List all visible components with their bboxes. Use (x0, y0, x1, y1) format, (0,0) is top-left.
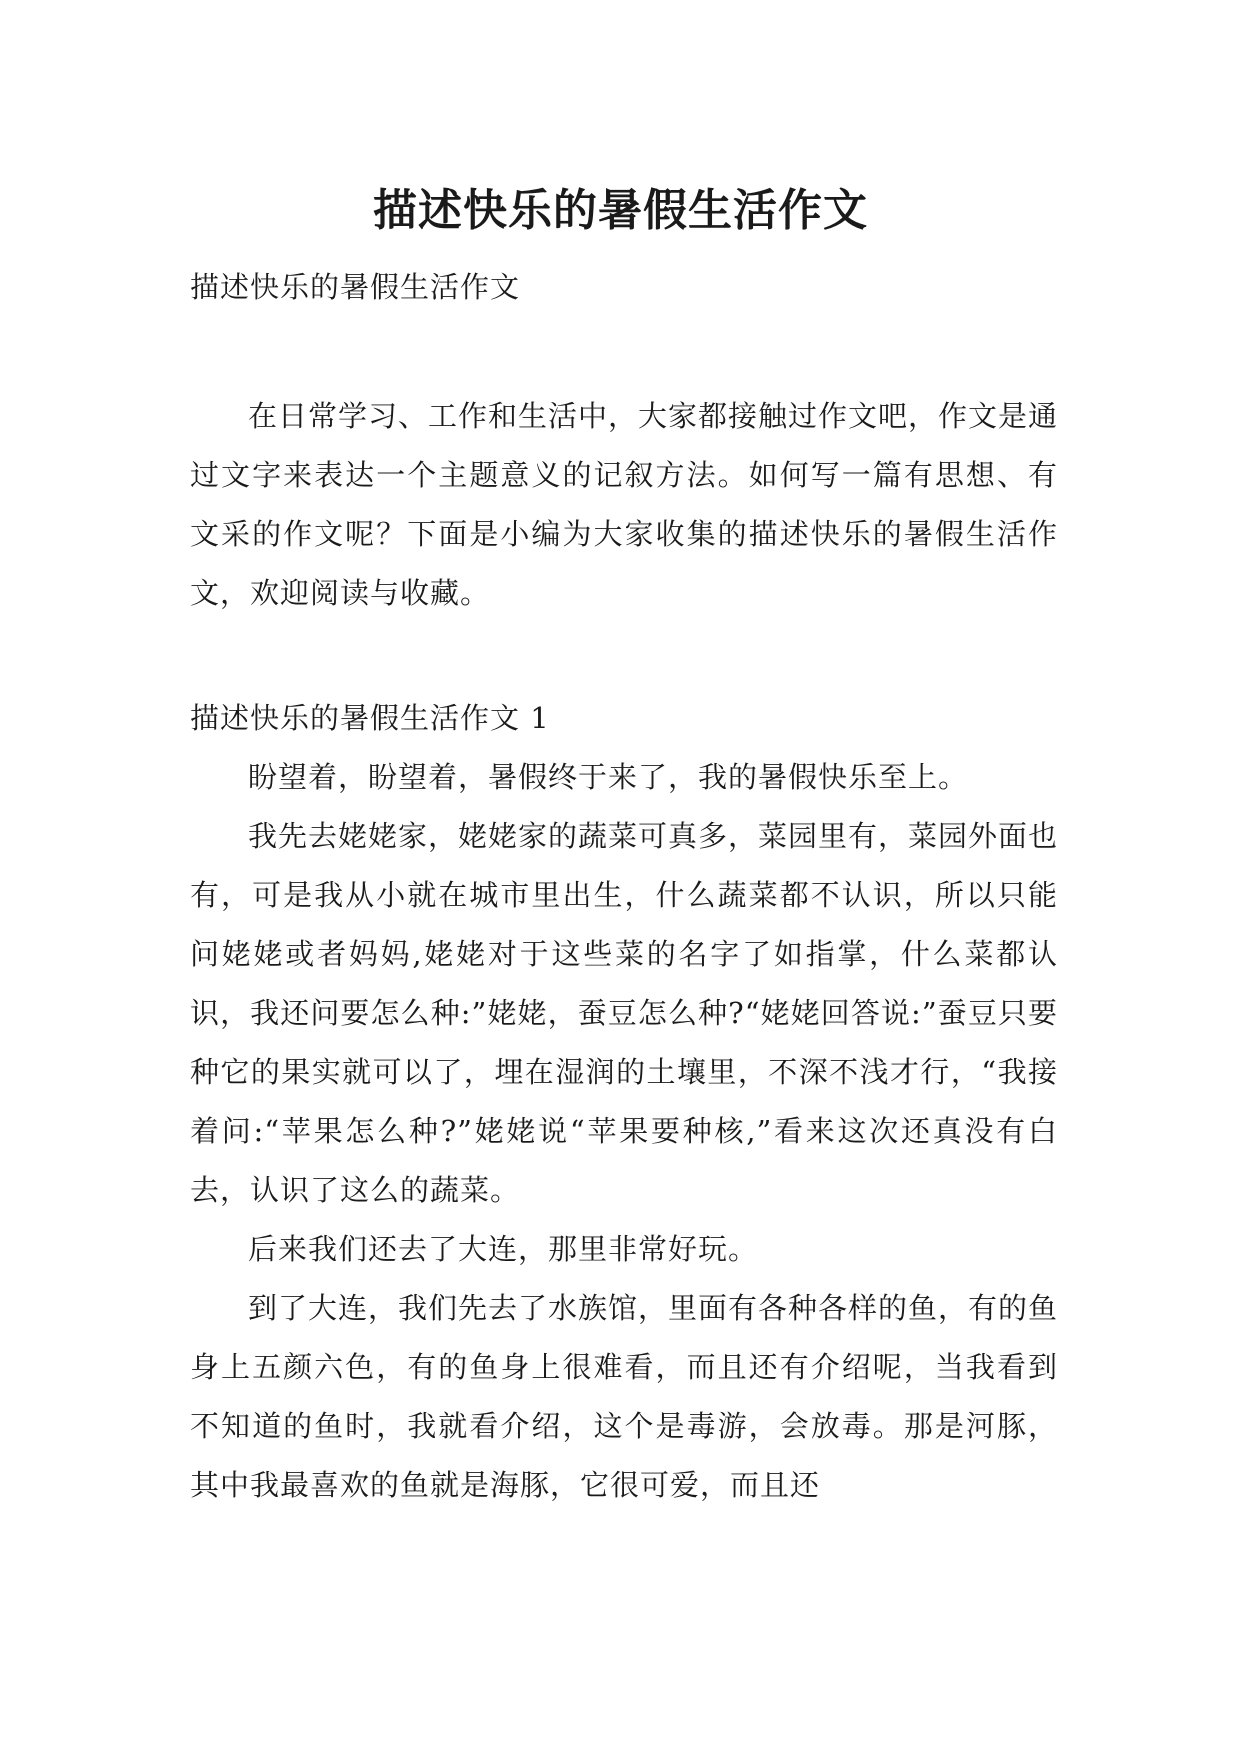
body-paragraph-2: 我先去姥姥家，姥姥家的蔬菜可真多，菜园里有，菜园外面也有，可是我从小就在城市里出生，什么蔬菜都不认识，所以只能问姥姥或者妈妈,姥姥对于这些菜的名字了如指掌，什么菜都认识，我还问要怎么种:”姥姥，蚕豆怎么种?“姥姥回答说:”蚕豆只要种它的果实就可以了，埋在湿润的土壤里，不深不浅才行，“我接着问:“苹果怎么种?”姥姥说“苹果要种核,”看来这次还真没有白去，认识了这么的蔬菜。 (190, 819, 1059, 1207)
document-body (190, 258, 1058, 1515)
document-subtitle: 描述快乐的暑假生活作文 (190, 270, 521, 304)
body-paragraph-1: 盼望着，盼望着，暑假终于来了，我的暑假快乐至上。 (248, 760, 969, 794)
spacer (190, 317, 1058, 387)
body-paragraph-4: 到了大连，我们先去了水族馆，里面有各种各样的鱼，有的鱼身上五颜六色，有的鱼身上很难看，而且还有介绍呢，当我看到不知道的鱼时，我就看介绍，这个是毒游，会放毒。那是河豚，其中我最喜欢的鱼就是海豚，它很可爱，而且还 (190, 1291, 1059, 1502)
intro-paragraph: 在日常学习、工作和生活中，大家都接触过作文吧，作文是通过文字来表达一个主题意义的记叙方法。如何写一篇有思想、有文采的作文呢？下面是小编为大家收集的描述快乐的暑假生活作文，欢迎阅读与收藏。 (190, 399, 1059, 610)
document-title: 描述快乐的暑假生活作文 (373, 185, 868, 237)
section-heading: 描述快乐的暑假生活作文 1 (190, 701, 550, 735)
body-paragraph-3: 后来我们还去了大连，那里非常好玩。 (248, 1232, 759, 1266)
spacer (190, 623, 1058, 689)
